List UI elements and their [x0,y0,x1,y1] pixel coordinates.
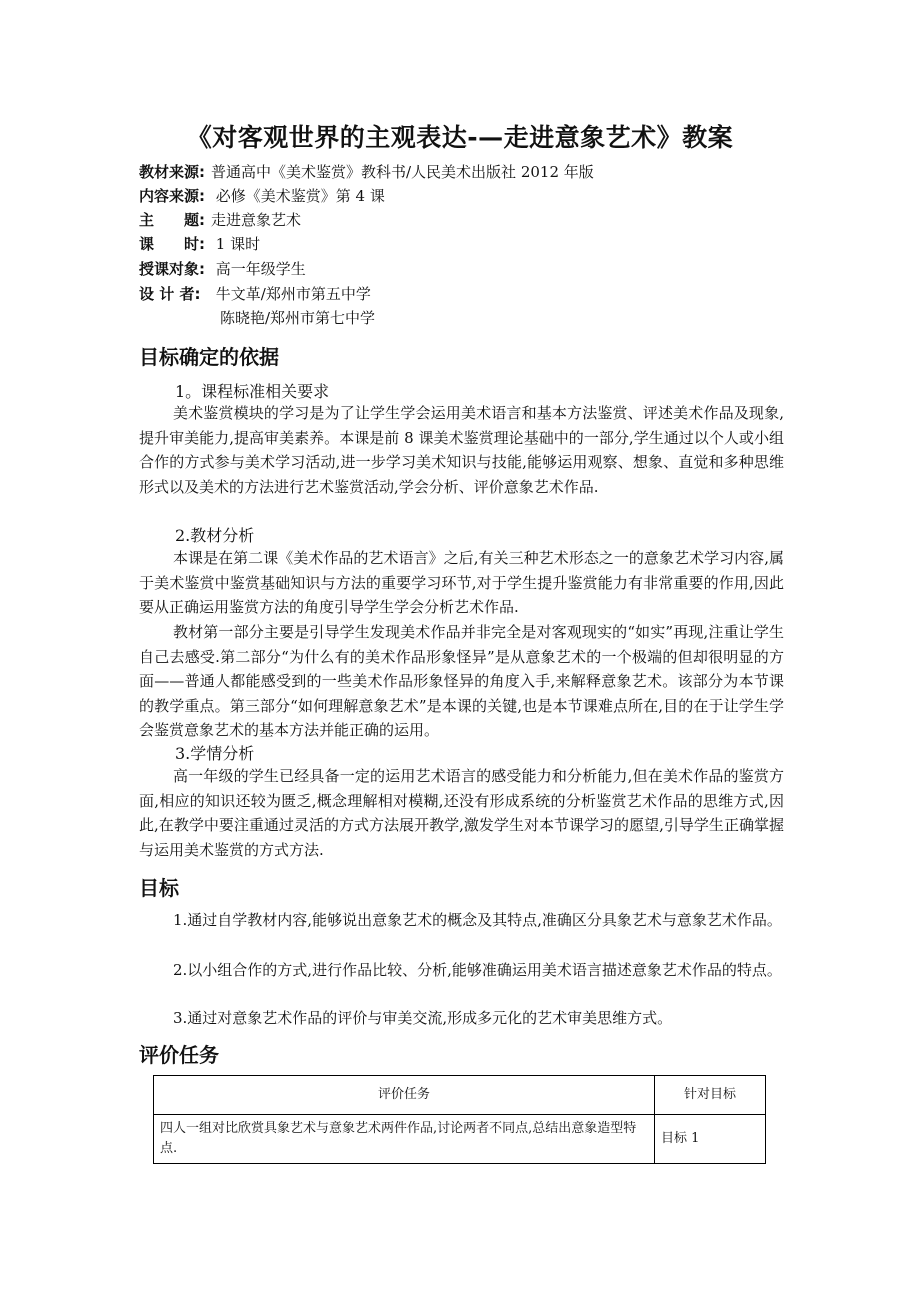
paragraph-curriculum: 美术鉴赏模块的学习是为了让学生学会运用美术语言和基本方法鉴赏、评述美术作品及现象,提升审美能力,提高审美素养。本课是前 8 课美术鉴赏理论基础中的一部分,学生通过以个人或小组合作的方式参与美术学习活动,进一步学习美术知识与技能,能够运用观察、想象、直觉和多种思维形式以及美术的方法进行艺术鉴赏活动,学会分析、评价意象艺术作品. [139,404,784,496]
paragraph-textbook-2: 教材第一部分主要是引导学生发现美术作品并非完全是对客观现实的“如实”再现,注重让学生自己去感受.第二部分“为什么有的美术作品形象怪异”是从意象艺术的一个极端的但却很明显的方面——普通人都能感受到的一些美术作品形象怪异的角度入手,来解释意象艺术。该部分为本节课的教学重点。第三部分“如何理解意象艺术”是本课的关键,也是本节课难点所在,目的在于让学生学会鉴赏意象艺术的基本方法并能正确的运用。 [139,623,784,739]
meta-content-key: 内容来源: [139,187,205,205]
meta-hours-value: 1 课时 [211,235,261,253]
meta-designer-value-1: 牛文革/郑州市第五中学 [211,285,371,303]
meta-topic-key: 主 题: [139,211,205,229]
meta-designer-key: 设 计 者: [139,285,201,303]
meta-audience-value: 高一年级学生 [211,260,306,278]
meta-source-key: 教材来源: [139,163,205,181]
meta-audience [139,257,306,281]
paragraph-learners: 高一年级的学生已经具备一定的运用艺术语言的感受能力和分析能力,但在美术作品的鉴赏方面,相应的知识还较为匮乏,概念理解相对模糊,还没有形成系统的分析鉴赏艺术作品的思维方式,因此,在教学中要注重通过灵活的方式方法展开教学,激发学生对本节课学习的愿望,引导学生正确掌握与运用美术鉴赏的方式方法. [139,767,784,859]
table-cell-target: 目标 1 [655,1115,766,1164]
table-header-task: 评价任务 [154,1076,655,1115]
meta-source-value: 普通高中《美术鉴赏》教科书/人民美术出版社 2012 年版 [211,163,594,181]
section-heading-basis: 目标确定的依据 [139,345,279,369]
table-header-row [154,1076,766,1115]
subheading-textbook: 2.教材分析 [175,526,255,545]
section-heading-evaluation: 评价任务 [139,1043,219,1067]
section-heading-goals: 目标 [139,876,179,900]
subheading-learners: 3.学情分析 [175,744,255,763]
meta-hours [139,232,260,256]
meta-audience-key: 授课对象: [139,260,205,278]
meta-content [139,184,385,208]
table-row [154,1115,766,1164]
evaluation-table [153,1075,766,1164]
subheading-curriculum: 1。课程标准相关要求 [175,382,330,401]
meta-hours-key: 课 时: [139,235,205,253]
goal-item-1: 1.通过自学教材内容,能够说出意象艺术的概念及其特点,准确区分具象艺术与意象艺术作品。 [173,911,782,929]
document-title: 《对客观世界的主观表达-—走进意象艺术》教案 [186,123,734,152]
meta-source [139,160,594,184]
meta-topic [139,208,301,232]
meta-designer [139,282,371,306]
meta-designer-value-2: 陈晓艳/郑州市第七中学 [220,309,376,327]
meta-topic-value: 走进意象艺术 [211,211,302,229]
meta-designer-2 [220,306,375,330]
goal-item-3: 3.通过对意象艺术作品的评价与审美交流,形成多元化的艺术审美思维方式。 [173,1009,673,1027]
table-cell-task: 四人一组对比欣赏具象艺术与意象艺术两件作品,讨论两者不同点,总结出意象造型特点. [154,1115,655,1164]
meta-content-value: 必修《美术鉴赏》第 4 课 [211,187,385,205]
table-header-target: 针对目标 [655,1076,766,1115]
goal-item-2: 2.以小组合作的方式,进行作品比较、分析,能够准确运用美术语言描述意象艺术作品的特点。 [173,961,782,979]
paragraph-textbook-1: 本课是在第二课《美术作品的艺术语言》之后,有关三种艺术形态之一的意象艺术学习内容,属于美术鉴赏中鉴赏基础知识与方法的重要学习环节,对于学生提升鉴赏能力有非常重要的作用,因此要从正确运用鉴赏方法的角度引导学生学会分析艺术作品. [139,549,784,616]
